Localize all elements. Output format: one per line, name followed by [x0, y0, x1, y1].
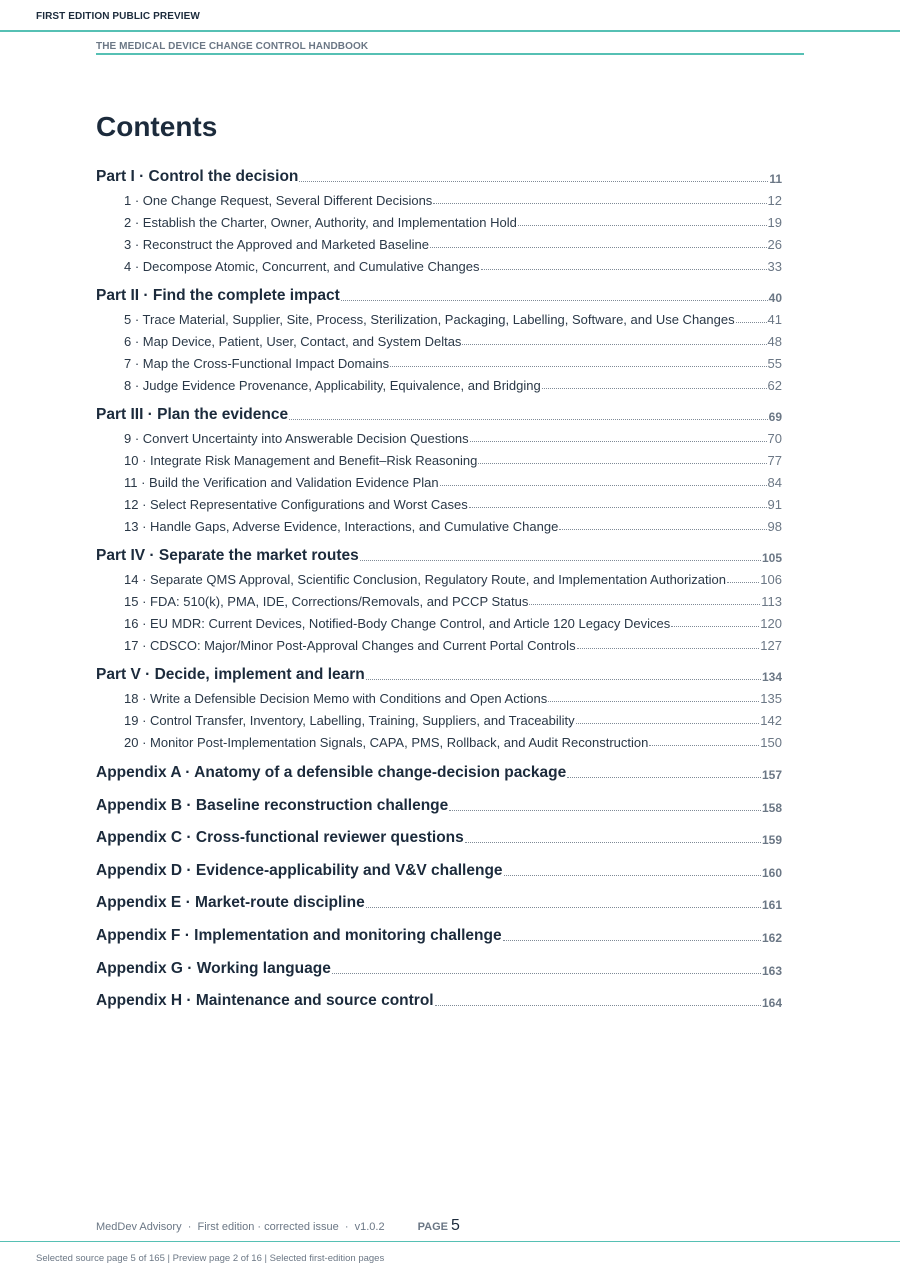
toc-chapter-entry-title: 3 · Reconstruct the Approved and Marketed Baseline — [124, 237, 429, 252]
dot-leader — [366, 907, 761, 908]
toc-chapter-entry-page: 91 — [767, 497, 782, 512]
toc-chapter-entry-title: 18 · Write a Defensible Decision Memo with Conditions and Open Actions — [124, 691, 548, 706]
running-title: THE MEDICAL DEVICE CHANGE CONTROL HANDBOOK — [96, 41, 369, 52]
toc-appendix-entry-title: Appendix G · Working language — [96, 959, 331, 977]
toc-chapter-entry[interactable] — [96, 684, 782, 706]
dot-leader — [390, 366, 766, 367]
toc-appendix-entry[interactable] — [96, 888, 782, 912]
table-of-contents — [96, 163, 782, 1010]
toc-chapter-entry-title: 1 · One Change Request, Several Different Decisions — [124, 193, 433, 208]
toc-chapter-entry-page: 33 — [767, 259, 782, 274]
toc-appendix-entry-title: Appendix E · Market-route discipline — [96, 894, 365, 912]
toc-chapter-entry-title: 11 · Build the Verification and Validation Evidence Plan — [124, 475, 439, 490]
toc-chapter-entry-page: 41 — [767, 312, 782, 327]
toc-chapter-entry-page: 55 — [767, 356, 782, 371]
toc-chapter-entry[interactable] — [96, 186, 782, 208]
toc-appendix-entry[interactable] — [96, 823, 782, 847]
running-header — [96, 36, 804, 55]
toc-appendix-entry-page: 157 — [761, 768, 782, 782]
toc-part-entry-page: 105 — [761, 551, 782, 565]
dot-leader — [469, 507, 767, 508]
toc-chapter-entry-title: 19 · Control Transfer, Inventory, Labelling, Training, Suppliers, and Traceability — [124, 713, 575, 728]
toc-chapter-entry-page: 98 — [767, 519, 782, 534]
toc-chapter-entry[interactable] — [96, 424, 782, 446]
toc-part-entry-title: Part III · Plan the evidence — [96, 406, 289, 423]
toc-part-entry-title: Part I · Control the decision — [96, 168, 299, 185]
toc-appendix-entry[interactable] — [96, 921, 782, 945]
dot-leader — [430, 247, 767, 248]
dot-leader — [299, 181, 768, 182]
toc-chapter-entry-page: 48 — [767, 334, 782, 349]
dot-leader — [478, 463, 766, 464]
dot-leader — [433, 203, 766, 204]
toc-chapter-entry-title: 2 · Establish the Charter, Owner, Authority, and Implementation Hold — [124, 215, 517, 230]
toc-chapter-entry[interactable] — [96, 371, 782, 393]
toc-appendix-entry-title: Appendix A · Anatomy of a defensible change-decision package — [96, 764, 567, 781]
toc-appendix-entry-page: 164 — [761, 996, 782, 1011]
dot-leader — [481, 269, 767, 270]
toc-chapter-entry[interactable] — [96, 468, 782, 490]
dot-leader — [518, 225, 767, 226]
toc-chapter-entry-title: 4 · Decompose Atomic, Concurrent, and Cumulative Changes — [124, 259, 480, 274]
toc-chapter-entry-page: 84 — [767, 475, 782, 490]
footer-page-number: 5 — [451, 1217, 460, 1234]
dot-leader — [366, 679, 761, 680]
toc-part-entry-page: 69 — [768, 410, 782, 424]
toc-part-entry[interactable] — [96, 542, 782, 565]
dot-leader — [542, 388, 767, 389]
toc-appendix-entry-page: 159 — [761, 833, 782, 848]
toc-appendix-entry-title: Appendix F · Implementation and monitoring challenge — [96, 926, 502, 944]
toc-appendix-entry[interactable] — [96, 954, 782, 978]
dot-leader — [332, 973, 761, 974]
toc-chapter-entry-title: 17 · CDSCO: Major/Minor Post-Approval Changes and Current Portal Controls — [124, 638, 576, 653]
toc-part-entry-title: Part V · Decide, implement and learn — [96, 666, 365, 683]
dot-leader — [503, 940, 761, 941]
toc-appendix-entry-title: Appendix D · Evidence-applicability and V&V challenge — [96, 861, 503, 879]
toc-appendix-entry-title: Appendix H · Maintenance and source control — [96, 992, 434, 1010]
dot-leader — [289, 419, 768, 420]
toc-chapter-entry-page: 135 — [760, 691, 782, 706]
toc-chapter-entry[interactable] — [96, 252, 782, 274]
toc-chapter-entry-title: 10 · Integrate Risk Management and Benefit–Risk Reasoning — [124, 453, 478, 468]
dot-leader — [548, 701, 759, 702]
toc-appendix-entry-title: Appendix C · Cross-functional reviewer questions — [96, 829, 464, 847]
dot-leader — [470, 441, 767, 442]
dot-leader — [649, 745, 759, 746]
toc-appendix-entry[interactable] — [96, 856, 782, 880]
toc-chapter-entry-page: 70 — [767, 431, 782, 446]
dot-leader — [360, 560, 761, 561]
toc-chapter-entry-page: 120 — [760, 616, 782, 631]
toc-appendix-entry[interactable] — [96, 791, 782, 815]
toc-chapter-entry-page: 26 — [767, 237, 782, 252]
toc-appendix-entry[interactable] — [96, 758, 782, 782]
toc-chapter-entry[interactable] — [96, 512, 782, 534]
dot-leader — [567, 777, 761, 778]
footer-page-label: PAGE — [417, 1221, 448, 1233]
dot-leader — [736, 322, 767, 323]
toc-chapter-entry[interactable] — [96, 208, 782, 230]
toc-chapter-entry-title: 14 · Separate QMS Approval, Scientific Conclusion, Regulatory Route, and Implementation Authorization — [124, 572, 726, 587]
page-title: Contents — [96, 111, 218, 142]
preview-label: FIRST EDITION PUBLIC PREVIEW — [36, 11, 200, 22]
dot-leader — [576, 723, 760, 724]
dot-leader — [529, 604, 760, 605]
toc-chapter-entry-title: 9 · Convert Uncertainty into Answerable Decision Questions — [124, 431, 469, 446]
toc-chapter-entry-title: 16 · EU MDR: Current Devices, Notified-Body Change Control, and Article 120 Legacy Devices — [124, 616, 671, 631]
toc-appendix-entry-page: 162 — [761, 930, 782, 945]
toc-chapter-entry[interactable] — [96, 446, 782, 468]
toc-appendix-entry-page: 161 — [761, 898, 782, 913]
toc-chapter-entry-page: 150 — [760, 735, 782, 750]
toc-chapter-entry-page: 106 — [760, 572, 782, 587]
toc-part-entry-page: 134 — [761, 670, 782, 684]
toc-chapter-entry-title: 20 · Monitor Post-Implementation Signals, CAPA, PMS, Rollback, and Audit Reconstruction — [124, 735, 649, 750]
dot-leader — [465, 842, 761, 843]
toc-appendix-entry-page: 160 — [761, 865, 782, 880]
toc-part-entry[interactable] — [96, 282, 782, 305]
page-footer: MedDev Advisory · First edition · corrected issue · v1.0.2 PAGE 5 — [96, 1217, 460, 1234]
toc-chapter-entry-title: 8 · Judge Evidence Provenance, Applicability, Equivalence, and Bridging — [124, 378, 541, 393]
toc-chapter-entry-title: 12 · Select Representative Configurations and Worst Cases — [124, 497, 468, 512]
toc-chapter-entry[interactable] — [96, 609, 782, 631]
dot-leader — [671, 626, 759, 627]
toc-chapter-entry[interactable] — [96, 349, 782, 371]
toc-chapter-entry[interactable] — [96, 305, 782, 327]
toc-chapter-entry-page: 77 — [767, 453, 782, 468]
dot-leader — [341, 300, 768, 301]
toc-appendix-entry-page: 158 — [761, 800, 782, 815]
toc-appendix-entry-title: Appendix B · Baseline reconstruction challenge — [96, 796, 449, 814]
toc-chapter-entry-title: 15 · FDA: 510(k), PMA, IDE, Corrections/Removals, and PCCP Status — [124, 594, 529, 609]
dot-leader — [559, 529, 766, 530]
toc-chapter-entry-page: 113 — [761, 594, 782, 609]
preview-banner — [0, 0, 900, 32]
toc-chapter-entry-title: 13 · Handle Gaps, Adverse Evidence, Interactions, and Cumulative Change — [124, 519, 559, 534]
toc-part-entry-title: Part II · Find the complete impact — [96, 287, 340, 304]
toc-chapter-entry[interactable] — [96, 490, 782, 512]
toc-part-entry-page: 11 — [769, 172, 782, 186]
toc-chapter-entry-page: 142 — [760, 713, 782, 728]
toc-appendix-entry-page: 163 — [761, 963, 782, 978]
toc-part-entry[interactable] — [96, 401, 782, 424]
preview-footer-text: Selected source page 5 of 165 | Preview page 2 of 16 | Selected first-edition pages — [36, 1253, 385, 1264]
toc-chapter-entry[interactable] — [96, 706, 782, 728]
toc-chapter-entry[interactable] — [96, 631, 782, 653]
toc-chapter-entry[interactable] — [96, 587, 782, 609]
toc-chapter-entry-page: 19 — [767, 215, 782, 230]
dot-leader — [440, 485, 767, 486]
toc-part-entry-title: Part IV · Separate the market routes — [96, 547, 359, 564]
toc-appendix-entry[interactable] — [96, 986, 782, 1010]
toc-chapter-entry[interactable] — [96, 565, 782, 587]
dot-leader — [449, 810, 761, 811]
toc-chapter-entry-title: 7 · Map the Cross-Functional Impact Domains — [124, 356, 390, 371]
toc-chapter-entry-page: 62 — [767, 378, 782, 393]
preview-footer-rule — [0, 1241, 900, 1242]
dot-leader — [462, 344, 766, 345]
toc-part-entry-page: 40 — [768, 291, 782, 305]
toc-chapter-entry-page: 12 — [767, 193, 782, 208]
footer-publisher: MedDev Advisory — [96, 1221, 182, 1233]
dot-leader — [435, 1005, 761, 1006]
footer-edition: First edition · corrected issue — [197, 1221, 339, 1233]
toc-chapter-entry-title: 6 · Map Device, Patient, User, Contact, and System Deltas — [124, 334, 462, 349]
toc-chapter-entry[interactable] — [96, 728, 782, 750]
toc-part-entry[interactable] — [96, 661, 782, 684]
dot-leader — [727, 582, 759, 583]
toc-part-entry[interactable] — [96, 163, 782, 186]
toc-chapter-entry[interactable] — [96, 230, 782, 252]
dot-leader — [577, 648, 760, 649]
toc-chapter-entry-page: 127 — [760, 638, 782, 653]
footer-version: v1.0.2 — [354, 1221, 385, 1233]
dot-leader — [504, 875, 761, 876]
toc-chapter-entry[interactable] — [96, 327, 782, 349]
toc-chapter-entry-title: 5 · Trace Material, Supplier, Site, Process, Sterilization, Packaging, Labelling, Software, and Use Changes — [124, 312, 735, 327]
